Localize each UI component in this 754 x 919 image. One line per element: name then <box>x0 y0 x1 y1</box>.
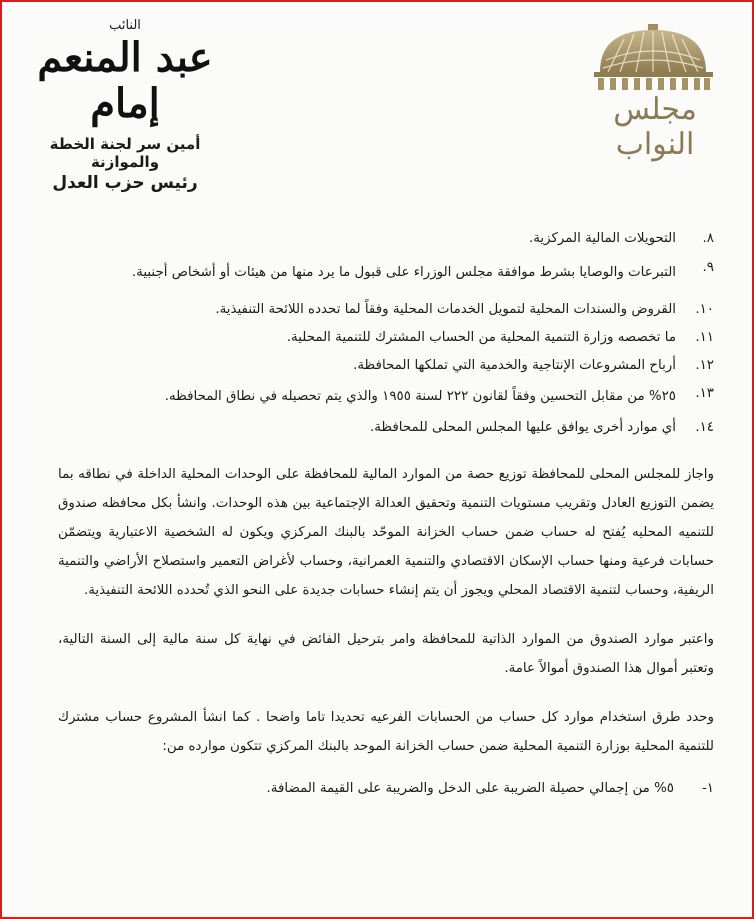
list-item-number: ٩. <box>702 260 714 275</box>
list-item-text: أي موارد أخرى يوافق عليها المجلس المحلى للمحافظة. <box>369 420 676 435</box>
list-item <box>58 352 714 380</box>
list-item-text: أرباح المشروعات الإنتاجية والخدمية التي تملكها المحافظة. <box>353 358 676 373</box>
list-item-number: ١٤. <box>695 420 714 435</box>
list-item <box>58 775 714 803</box>
member-name: عبد المنعم إمام <box>37 34 213 127</box>
document-body <box>58 225 714 803</box>
list-item-text: القروض والسندات المحلية لتمويل الخدمات المحلية وفقاً لما تحدده اللائحة التنفيذية. <box>215 302 676 317</box>
paragraph: وحدد طرق استخدام موارد كل حساب من الحسابات الفرعيه تحديدا تاما واضحا . كما انشأ المشروع حساب مشترك للتنمية المحلية بوزارة التنمية المحلية ضمن حساب الخزانة الموحد بالبنك المركزي تتكون موارده من: <box>58 710 714 754</box>
member-role-party: رئيس حزب العدل <box>52 173 198 193</box>
list-item-text: ٥% من إجمالي حصيلة الضريبة على الدخل والضريبة على القيمة المضافة. <box>266 781 674 796</box>
logo-text: مجلس النواب <box>613 92 697 162</box>
list-item-text: ٢٥% من مقابل التحسين وفقاً لقانون ٢٢٢ لسنة ١٩٥٥ والذي يتم تحصيله في نطاق المحافظه. <box>164 389 676 404</box>
list-item-number: ١- <box>701 781 714 796</box>
member-block <box>20 18 230 193</box>
paragraph: واعتبر موارد الصندوق من الموارد الذاتية للمحافظة وامر بترحيل الفائض في نهاية كل سنة مالية إلى السنة التالية، وتعتبر أموال هذا الصندوق أموالاً عامة. <box>58 632 714 676</box>
list-item-number: ١١. <box>695 330 714 345</box>
member-role-committee: أمين سر لجنة الخطة والموازنة <box>49 135 201 171</box>
list-item-number: ١٢. <box>695 358 714 373</box>
list-item-text: ما تخصصه وزارة التنمية المحلية من الحساب المشترك للتنمية المحلية. <box>286 330 676 345</box>
list-item-text: التحويلات المالية المركزية. <box>528 231 676 246</box>
dome-icon <box>586 22 721 92</box>
list-item <box>58 380 714 414</box>
list-item <box>58 414 714 442</box>
list-item-number: ١٣. <box>695 386 714 401</box>
list-item-number: ٨. <box>702 231 714 246</box>
list-item <box>58 254 714 292</box>
paragraph: واجاز للمجلس المحلى للمحافظة توزيع حصة من الموارد المالية للمحافظة على الوحدات المحلية الداخلة في نطاقه بما يضمن التوزيع العادل وتقريب مستويات التنمية وتحقيق العدالة الإجتماعية بين هذه الوحدات. وانشأ بكل محافظه صندوق للتنميه المحليه يُفتح له حساب ضمن حساب الخزانة الموحّد بالبنك المركزي ويكون له الشخصية الاعتبارية ويتضمّن حسابات فرعية ومنها حساب الإسكان الاقتصادي والتنمية العمرانية، وحساب لأغراض التعمير واستصلاح الأراضي والتنمية الريفية، وحساب لتنمية الاقتصاد المحلي ويجوز أن يتم إنشاء حسابات جديدة على النحو الذي تُحدده اللائحة التنفيذية. <box>58 467 714 598</box>
list-item <box>58 225 714 253</box>
list-item <box>58 324 714 352</box>
list-item-text: التبرعات والوصايا بشرط موافقة مجلس الوزراء على قبول ما يرد منها من هيئات أو أشخاص أجنبية. <box>131 265 676 280</box>
member-title: النائب <box>109 18 141 33</box>
list-item <box>58 296 714 324</box>
list-item-number: ١٠. <box>695 302 714 317</box>
